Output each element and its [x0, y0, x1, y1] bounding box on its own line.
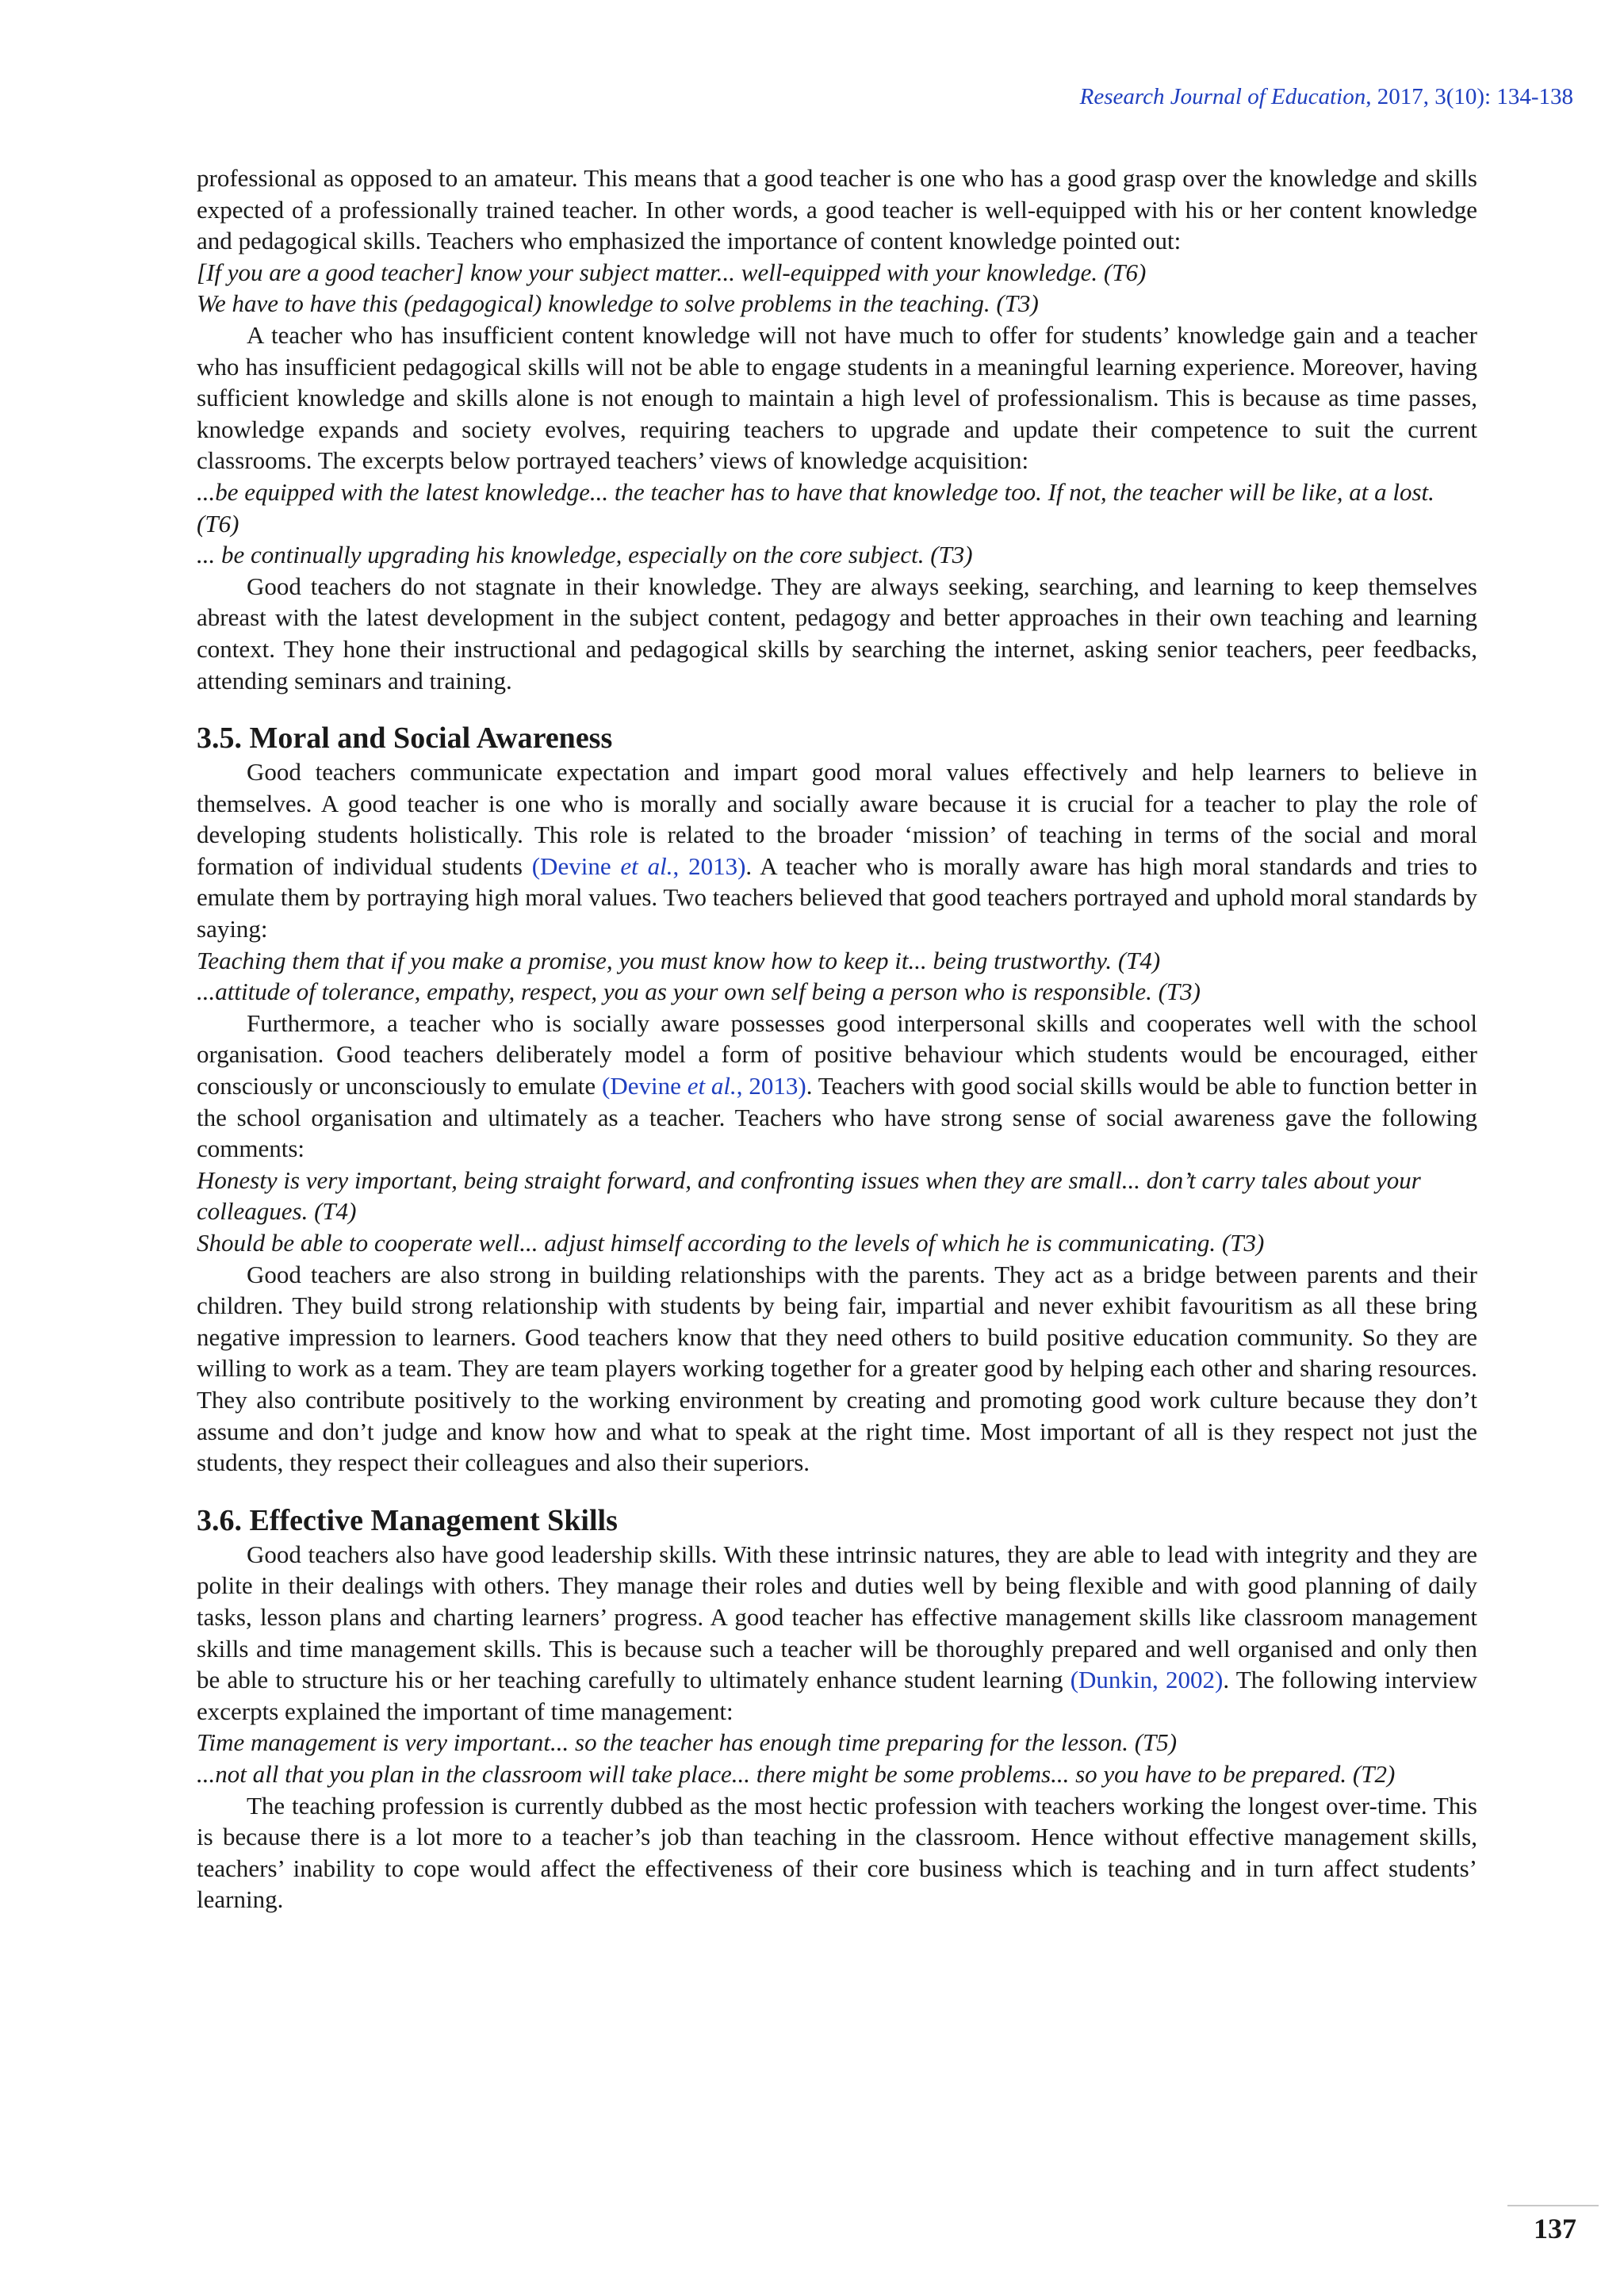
interview-quote: ...be equipped with the latest knowledge... the teacher has to have that knowledge too. If not, the teacher will be like, at a lost. (T6) — [197, 477, 1434, 538]
paragraph-text: Good teachers communicate expectation and impart good moral values effectively and help learners to believe in themselves. A good teacher is one who is morally and socially aware because it is crucial for a teacher to play the role of developing students holistically. This role is related to the broader ‘mission’ of teaching in terms of the social and moral formation of individual students — [197, 758, 1477, 880]
running-header — [1080, 84, 1573, 110]
interview-quote: Teaching them that if you make a promise, you must know how to keep it... being trustworthy. (T4) — [197, 946, 1161, 974]
paragraph-text: . The following interview excerpts explained the important of time management: — [197, 1666, 1477, 1725]
paragraph: A teacher who has insufficient content knowledge will not have much to offer for students’ knowledge gain and a teacher who has insufficient pedagogical skills will not be able to engage students in a meaningful learning experience. Moreover, having sufficient knowledge and skills alone is not enough to maintain a high level of professionalism. This is because as time passes, knowledge expands and society evolves, requiring teachers to upgrade and update their competence to suit the current classrooms. The excerpts below portrayed teachers’ views of knowledge acquisition: — [197, 320, 1477, 475]
interview-quote: Honesty is very important, being straight forward, and confronting issues when they are small... don’t carry tales about your colleagues. (T4) — [197, 1165, 1421, 1226]
paragraph-text: . A teacher who is morally aware has high moral standards and tries to emulate them by portraying high moral values. Two teachers believed that good teachers portrayed and uphold moral standards by saying: — [197, 851, 1478, 943]
interview-quote: ...attitude of tolerance, empathy, respect, you as your own self being a person who is responsible. (T3) — [197, 978, 1201, 1006]
section-heading-3-6: 3.6. Effective Management Skills — [197, 1503, 618, 1537]
journal-name: Research Journal of Education — [1079, 84, 1366, 109]
paragraph-text: Good teachers also have good leadership skills. With these intrinsic natures, they are able to lead with integrity and they are polite in their dealings with others. They manage their roles and duties well by being flexible and with good planning of daily tasks, lesson plans and charting learners’ progress. A good teacher has effective management skills like classroom management skills and time management skills. This is because such a teacher will be thoroughly prepared and well organised and only then be able to structure his or her teaching carefully to ultimately enhance student learning — [197, 1540, 1477, 1694]
page-number: 137 — [1534, 2213, 1576, 2244]
interview-quote: ...not all that you plan in the classroom will take place... there might be some problems... so you have to be prepared. (T2) — [197, 1759, 1396, 1788]
footer-rule — [1507, 2205, 1599, 2206]
volume-info: , 2017, 3(10): 134-138 — [1365, 84, 1573, 109]
page-body — [197, 163, 1477, 1915]
paragraph — [197, 1008, 1477, 1165]
section-heading-3-5: 3.5. Moral and Social Awareness — [197, 721, 613, 756]
paragraph: The teaching profession is currently dubbed as the most hectic profession with teachers working the longest over-time. This is because there is a lot more to a teacher’s job than teaching in the classroom. Hence without effective management skills, teachers’ inability to cope would affect the effectiveness of their core business which is teaching and in turn affect students’ learning. — [197, 1791, 1477, 1914]
paragraph: Good teachers do not stagnate in their knowledge. They are always seeking, searching, and learning to keep themselves abreast with the latest development in the subject content, pedagogy and better approaches in their own teaching and learning context. They hone their instructional and pedagogical skills by searching the internet, asking senior teachers, peer feedbacks, attending seminars and training. — [197, 572, 1477, 695]
citation-dunkin: (Dunkin, 2002) — [1070, 1666, 1224, 1694]
citation-devine: (Devine et al., 2013) — [602, 1072, 806, 1100]
interview-quote: We have to have this (pedagogical) knowledge to solve problems in the teaching. (T3) — [197, 289, 1039, 318]
paragraph-text: Furthermore, a teacher who is socially aware possesses good interpersonal skills and cooperates well with the school organisation. Good teachers deliberately model a form of positive behaviour which students would be encouraged, either consciously or unconsciously to emulate — [197, 1008, 1477, 1100]
paragraph — [197, 1539, 1477, 1728]
interview-quote: ... be continually upgrading his knowledge, especially on the core subject. (T3) — [197, 541, 973, 569]
paragraph — [197, 756, 1477, 945]
interview-quote: [If you are a good teacher] know your subject matter... well-equipped with your knowledge. (T6) — [197, 258, 1147, 286]
citation-devine: (Devine et al., 2013) — [531, 851, 746, 880]
paragraph-text: . Teachers with good social skills would be able to function better in the school organisation and ultimately as a teacher. Teachers who have strong sense of social awareness gave the following comments: — [197, 1072, 1478, 1163]
interview-quote: Time management is very important... so the teacher has enough time preparing for the lesson. (T5) — [197, 1728, 1178, 1757]
interview-quote: Should be able to cooperate well... adjust himself according to the levels of which he is communicating. (T3) — [197, 1229, 1265, 1257]
paragraph: Good teachers are also strong in building relationships with the parents. They act as a bridge between parents and their children. They build strong relationship with students by being fair, impartial and never exhibit favouritism as all these bring negative impression to learners. Good teachers know that they need others to build positive education community. So they are willing to work as a team. They are team players working together for a greater good by helping each other and sharing resources. They also contribute positively to the working environment by creating and promoting good work culture because they don’t assume and don’t judge and know how and what to speak at the right time. Most important of all is they respect not just the students, they respect their colleagues and also their superiors. — [197, 1260, 1477, 1477]
paragraph: professional as opposed to an amateur. This means that a good teacher is one who has a good grasp over the knowledge and skills expected of a professionally trained teacher. In other words, a good teacher is well-equipped with his or her content knowledge and pedagogical skills. Teachers who emphasized the importance of content knowledge pointed out: — [197, 164, 1477, 255]
